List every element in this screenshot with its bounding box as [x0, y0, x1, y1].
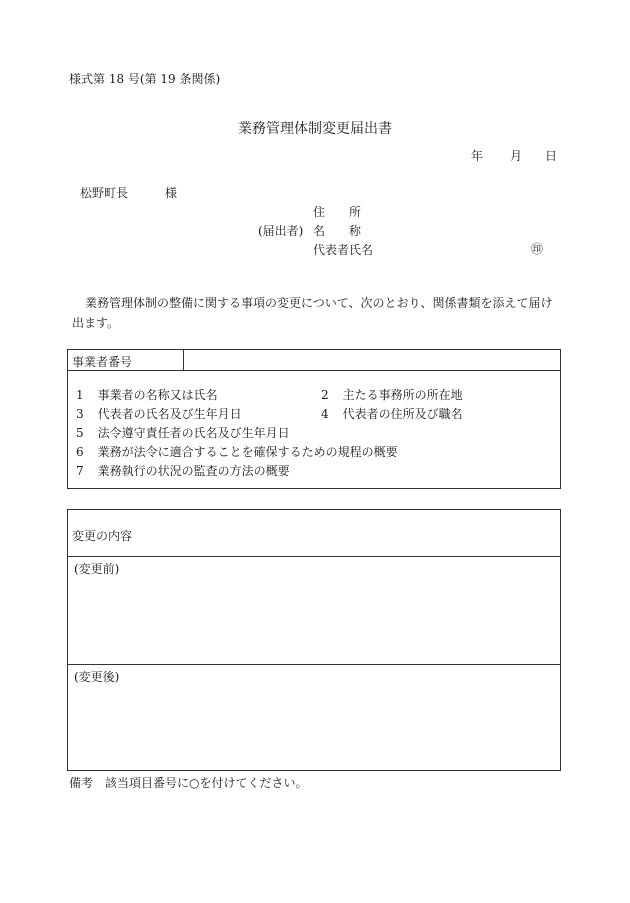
list-item: 6 業務が法令に適合することを確保するための規程の概要 [76, 445, 398, 459]
applicant-label: (届出者) [258, 224, 304, 238]
divider [68, 664, 560, 665]
remarks: 備考 該当項目番号に○を付けてください。 [69, 776, 308, 790]
body-text: 業務管理体制の整備に関する事項の変更について、次のとおり、関係書類を添えて届け出ます。 [72, 296, 553, 330]
change-header: 変更の内容 [72, 529, 133, 543]
divider [68, 556, 560, 557]
list-item: 4 代表者の住所及び職名 [321, 407, 463, 421]
business-number-row [68, 350, 560, 371]
applicant-name-label: 名 称 [313, 224, 362, 238]
business-number-label: 事業者番号 [72, 355, 133, 369]
list-item: 7 業務執行の状況の監査の方法の概要 [76, 464, 290, 478]
date-day: 日 [545, 149, 558, 163]
items-box [67, 349, 561, 489]
list-item: 1 事業者の名称又は氏名 [76, 388, 218, 402]
applicant-representative-label: 代表者氏名 [313, 243, 374, 257]
date-year: 年 [471, 149, 484, 163]
addressee-name: 松野町長 [80, 186, 129, 200]
list-item: 3 代表者の氏名及び生年月日 [76, 407, 242, 421]
change-after-label: (変更後) [74, 670, 120, 684]
list-item: 2 主たる事務所の所在地 [321, 388, 463, 402]
applicant-address-label: 住 所 [313, 205, 362, 219]
date-month: 月 [510, 149, 523, 163]
form-number: 様式第 18 号(第 19 条関係) [69, 72, 221, 86]
change-before-label: (変更前) [74, 562, 120, 576]
business-number-divider [183, 350, 184, 370]
seal-icon: ㊞ [531, 242, 544, 256]
list-item: 5 法令遵守責任者の氏名及び生年月日 [76, 426, 290, 440]
change-content-box [67, 509, 561, 771]
addressee-suffix: 様 [165, 186, 178, 200]
document-title: 業務管理体制変更届出書 [238, 121, 392, 137]
